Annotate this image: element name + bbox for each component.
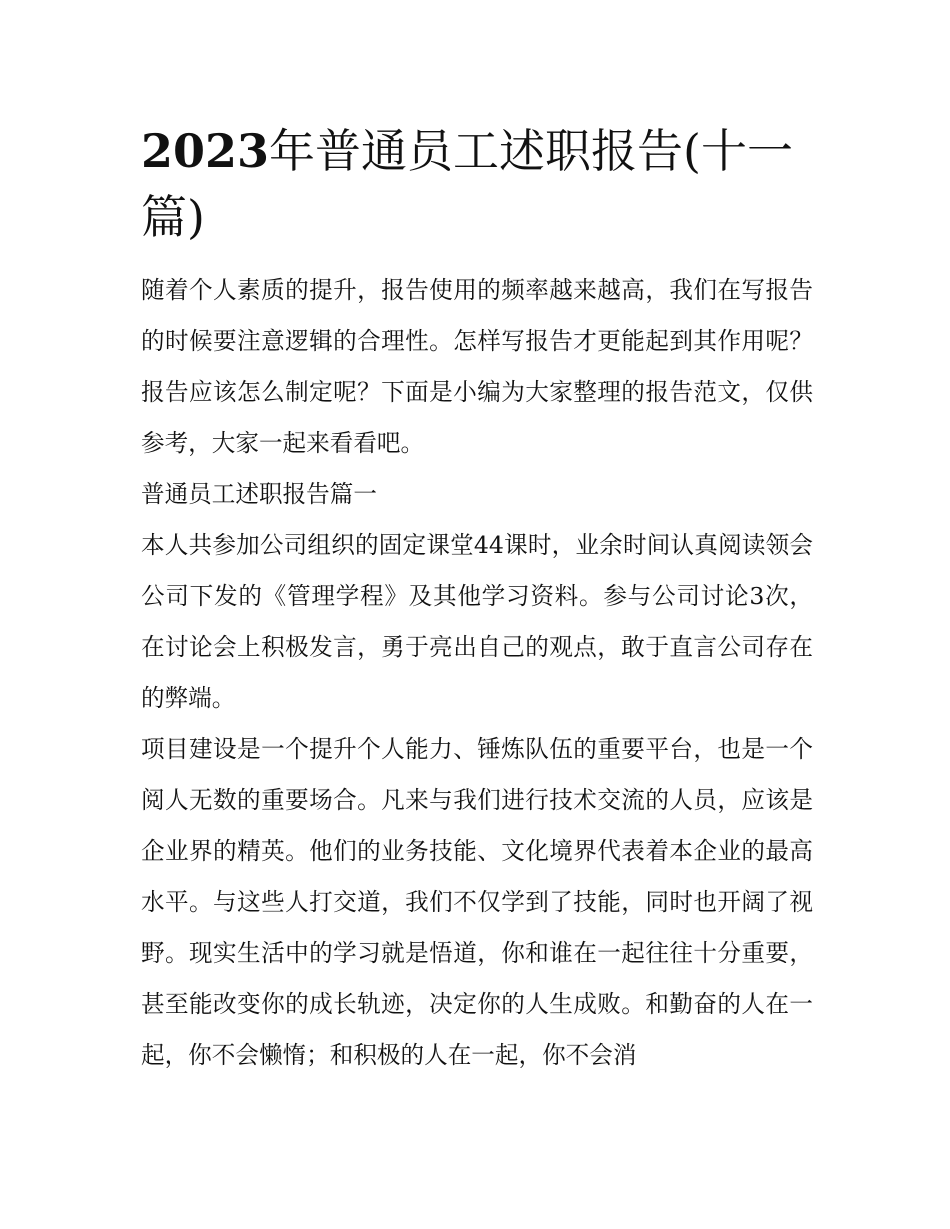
body-paragraph-1: 本人共参加公司组织的固定课堂44课时，业余时间认真阅读领会公司下发的《管理学程》及其他学习资料。参与公司讨论3次，在讨论会上积极发言，勇于亮出自己的观点，敢于直言公司存在的弊端。 [141, 531, 813, 712]
title-text: 年普通员工述职报告(十一篇) [141, 124, 793, 244]
document-page [141, 118, 813, 1081]
document-title [141, 118, 813, 250]
document-body [141, 265, 813, 1081]
section-heading: 普通员工述职报告篇一 [141, 480, 377, 508]
title-year: 2023 [141, 124, 270, 178]
body-paragraph-2: 项目建设是一个提升个人能力、锤炼队伍的重要平台，也是一个阅人无数的重要场合。凡来与我们进行技术交流的人员，应该是企业界的精英。他们的业务技能、文化境界代表着本企业的最高水平。与这些人打交道，我们不仅学到了技能，同时也开阔了视野。现实生活中的学习就是悟道，你和谁在一起往往十分重要，甚至能改变你的成长轨迹，决定你的人生成败。和勤奋的人在一起，你不会懒惰；和积极的人在一起，你不会消 [141, 735, 813, 1069]
intro-paragraph: 随着个人素质的提升，报告使用的频率越来越高，我们在写报告的时候要注意逻辑的合理性。怎样写报告才更能起到其作用呢？报告应该怎么制定呢？下面是小编为大家整理的报告范文，仅供参考，大家一起来看看吧。 [141, 276, 813, 457]
